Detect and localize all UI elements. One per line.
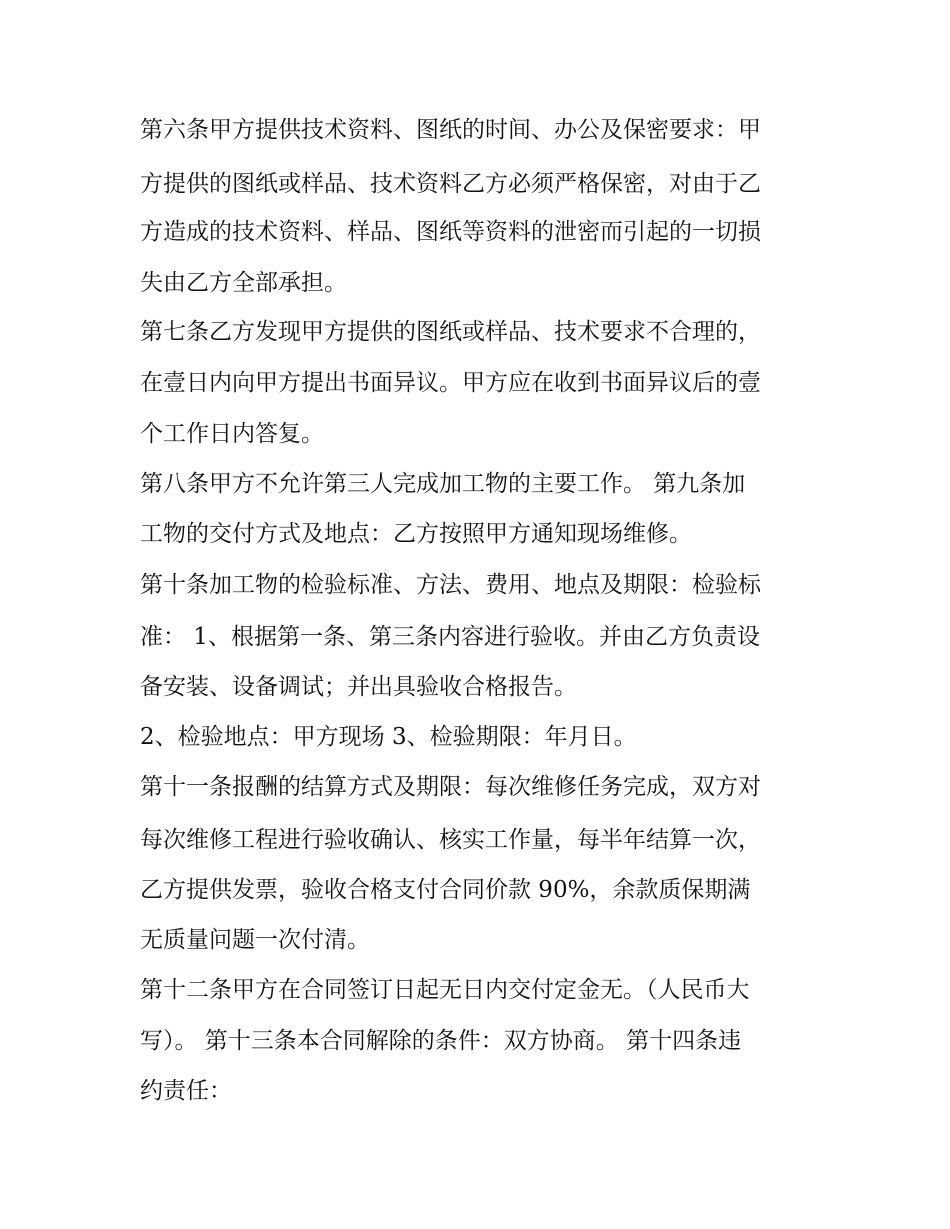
text-line: 第十二条甲方在合同签订日起无日内交付定金无。（人民币大 [140, 977, 750, 1003]
text-line: 在壹日内向甲方提出书面异议。甲方应在收到书面异议后的壹 [140, 370, 761, 396]
text-line: 第六条甲方提供技术资料、图纸的时间、办公及保密要求：甲 [140, 117, 761, 143]
text-line: 个工作日内答复。 [140, 421, 324, 447]
text-line: 乙方提供发票，验收合格支付合同价款 90%，余款质保期满 [140, 877, 751, 903]
text-line: 第十一条报酬的结算方式及期限：每次维修任务完成，双方对 [140, 774, 761, 800]
text-line: 第十条加工物的检验标准、方法、费用、地点及期限：检验标 [140, 572, 761, 598]
text-line: 工物的交付方式及地点：乙方按照甲方通知现场维修。 [140, 521, 692, 547]
text-line: 写）。 第十三条本合同解除的条件：双方协商。 第十四条违 [140, 1028, 742, 1054]
text-line: 方造成的技术资料、样品、图纸等资料的泄密而引起的一切损 [140, 219, 761, 245]
text-line: 无质量问题一次付清。 [140, 927, 370, 953]
text-line: 每次维修工程进行验收确认、核实工作量，每半年结算一次， [140, 827, 761, 853]
text-line: 失由乙方全部承担。 [140, 270, 347, 296]
text-line: 第八条甲方不允许第三人完成加工物的主要工作。 第九条加 [140, 471, 746, 497]
text-line: 方提供的图纸或样品、技术资料乙方必须严格保密，对由于乙 [140, 171, 761, 197]
text-line: 备安装、设备调试；并出具验收合格报告。 [140, 674, 577, 700]
text-line: 约责任： [140, 1078, 232, 1104]
text-line: 准： 1、根据第一条、第三条内容进行验收。并由乙方负责设 [140, 624, 760, 650]
text-line: 第七条乙方发现甲方提供的图纸或样品、技术要求不合理的， [140, 319, 761, 345]
text-line: 2、检验地点：甲方现场 3、检验期限：年月日。 [140, 724, 637, 750]
